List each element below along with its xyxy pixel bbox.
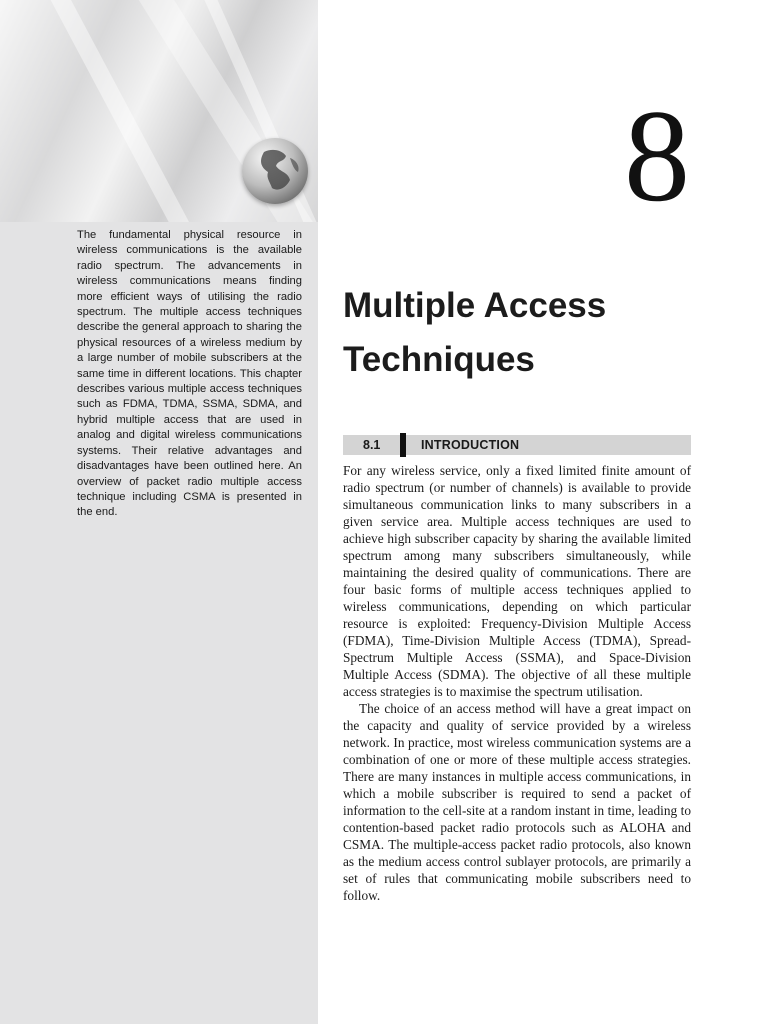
section-marker [400,433,406,457]
chapter-number: 8 [624,82,690,229]
body-text [343,462,691,904]
paragraph: For any wireless service, only a fixed limited finite amount of radio spectrum (or number of channels) is available to provide simultaneous communication links to many subscribers in a given service area. Multiple access techniques are used to achieve high subscriber capacity by sharing the available limited spectrum among many subscribers simultaneously, while maintaining the desired quality of communications. There are four basic forms of multiple access techniques applied to wireless communications, depending on which particular resource is exploited: Frequency-Division Multiple Access (FDMA), Time-Division Multiple Access (TDMA), Spread-Spectrum Multiple Access (SSMA), and Space-Division Multiple Access (SDMA). The objective of all these multiple access strategies is to maximise the spectrum utilisation. [343,463,691,699]
globe-icon [242,138,308,204]
chapter-banner [0,0,318,222]
left-column [0,0,318,1024]
paragraph: The choice of an access method will have a great impact on the capacity and quality of service provided by a wireless network. In practice, most wireless communication systems are a combination of one or more of these multiple access strategies. There are many instances in multiple access communications, in which a mobile subscriber is required to send a packet of information to the cell-site at a random instant in time, leading to contention-based packet radio protocols such as ALOHA and CSMA. The multiple-access packet radio protocols, also known as the medium access control sublayer protocols, are primarily a set of rules that communicating mobile subscribers need to follow. [343,701,691,903]
section-number: 8.1 [363,438,381,452]
chapter-abstract: The fundamental physical resource in wireless communications is the available radio spectrum. The advancements in wireless communications means finding more efficient ways of utilising the radio spectrum. The multiple access techniques describe the general approach to sharing the physical resources of a wireless medium by a large number of mobile subscribers at the same time in different locations. This chapter describes various multiple access techniques such as FDMA, TDMA, SSMA, SDMA, and hybrid multiple access that are used in analog and digital wireless communications systems. Their relative advantages and disadvantages have been outlined here. An overview of packet radio multiple access technique including CSMA is presented in the end. [77,229,302,519]
section-title: INTRODUCTION [421,438,520,452]
section-heading [343,435,691,455]
chapter-title: Multiple Access Techniques [343,286,607,379]
